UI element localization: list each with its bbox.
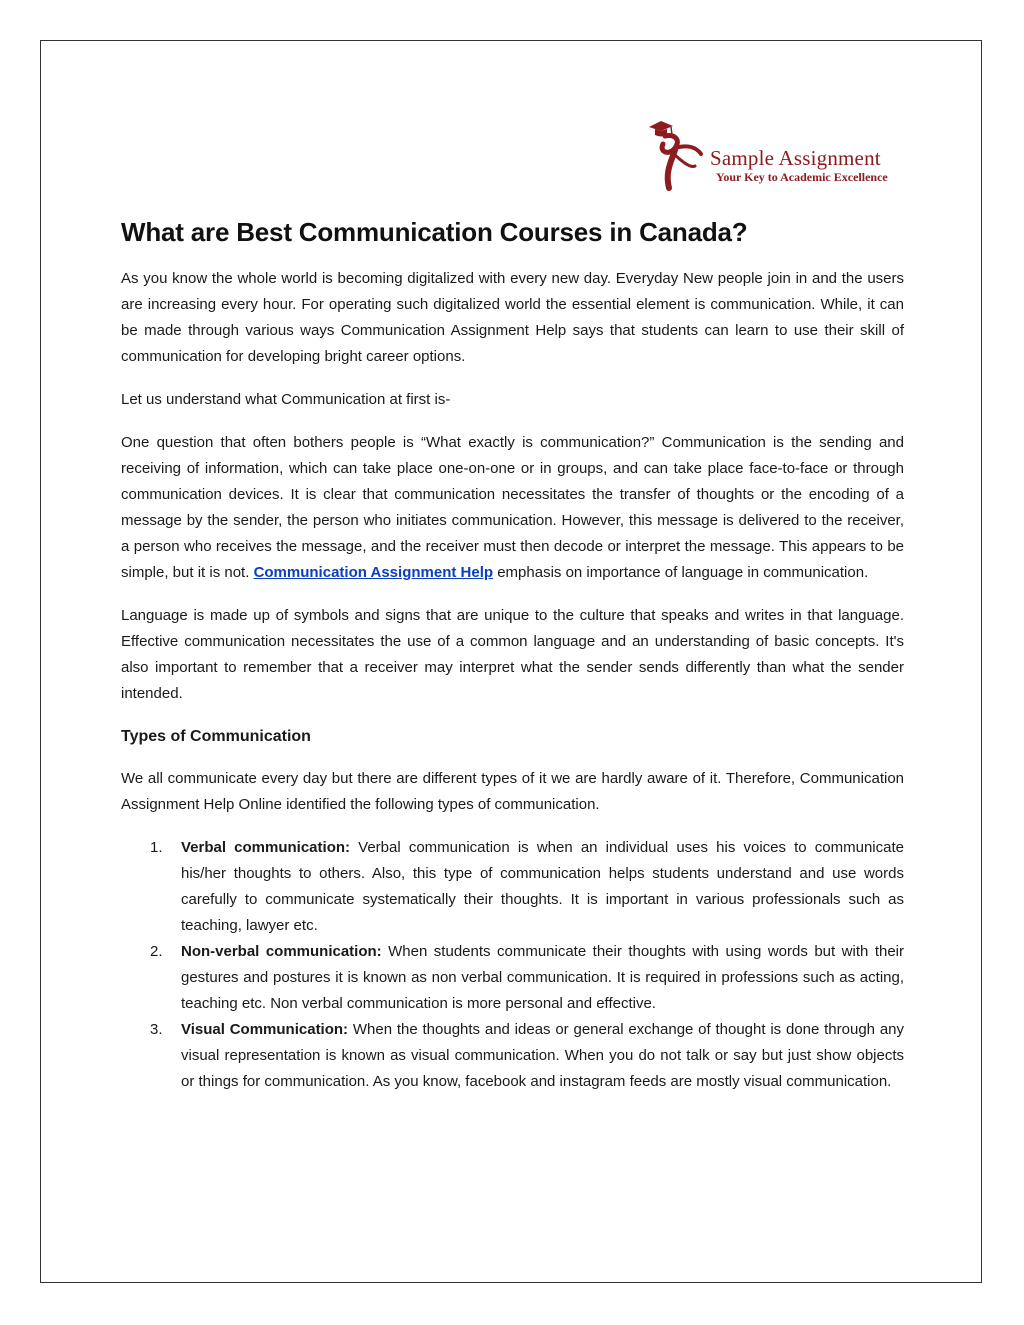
list-number: 1. (150, 839, 163, 856)
sample-assignment-logo (645, 118, 910, 194)
list-number: 3. (150, 1021, 163, 1038)
logo-name: Sample Assignment (710, 146, 881, 170)
page-title: What are Best Communication Courses in Canada? (121, 217, 748, 247)
logo-tagline: Your Key to Academic Excellence (716, 170, 888, 184)
types-heading: Types of Communication (121, 728, 311, 745)
question-text-end: emphasis on importance of language in communication. (493, 564, 869, 581)
list-item (121, 939, 904, 1017)
list-term: Visual Communication: (181, 1021, 349, 1038)
logo-mark-icon (645, 118, 715, 194)
question-paragraph (121, 430, 904, 586)
types-intro-paragraph: We all communicate every day but there are different types of it we are hardly aware of it. Therefore, Communication Assignment Help Online identified the following types of communication. (121, 770, 904, 813)
list-text: Verbal communication is when an individual uses his voices to communicate his/her thoughts to others. Also, this type of communication helps students understand and use words carefully to communicate systematically their thoughts. It is important in various professionals such as teaching, lawyer etc. (181, 839, 904, 934)
list-item (121, 1017, 904, 1095)
list-text: When students communicate their thoughts with using words but with their gestures and postures it is known as non verbal communication. It is required in professions such as acting, teaching etc. Non verbal communication is more personal and effective. (181, 943, 904, 1012)
language-paragraph: Language is made up of symbols and signs that are unique to the culture that speaks and writes in that language. Effective communication necessitates the use of a common language and an understanding of basic concepts. It's also important to remember that a receiver may interpret what the sender sends differently than what the sender intended. (121, 607, 904, 702)
list-term: Non-verbal communication: (181, 943, 382, 960)
document-body (121, 214, 904, 1095)
list-text: When the thoughts and ideas or general exchange of thought is done through any visual representation is known as visual communication. When you do not talk or say but just show objects or things for communication. As you know, facebook and instagram feeds are mostly visual communication. (181, 1021, 905, 1090)
types-list (121, 835, 904, 1095)
list-number: 2. (150, 943, 163, 960)
question-text: One question that often bothers people is “What exactly is communication?” Communication is the sending and receiving of information, which can take place one-on-one or in groups, and can take place face-to-face or through communication devices. It is clear that communication necessitates the transfer of thoughts or the encoding of a message by the sender, the person who initiates communication. However, this message is delivered to the receiver, a person who receives the message, and the receiver must then decode or interpret the message. This appears to be simple, but it is not. (121, 434, 904, 581)
intro-paragraph: As you know the whole world is becoming digitalized with every new day. Everyday New people join in and the users are increasing every hour. For operating such digitalized world the essential element is communication. While, it can be made through various ways Communication Assignment Help says that students can learn to use their skill of communication for developing bright career options. (121, 270, 904, 365)
list-item (121, 835, 904, 939)
list-term: Verbal communication: (181, 839, 351, 856)
understand-paragraph: Let us understand what Communication at first is- (121, 391, 451, 408)
communication-assignment-help-link[interactable]: Communication Assignment Help (253, 564, 494, 581)
